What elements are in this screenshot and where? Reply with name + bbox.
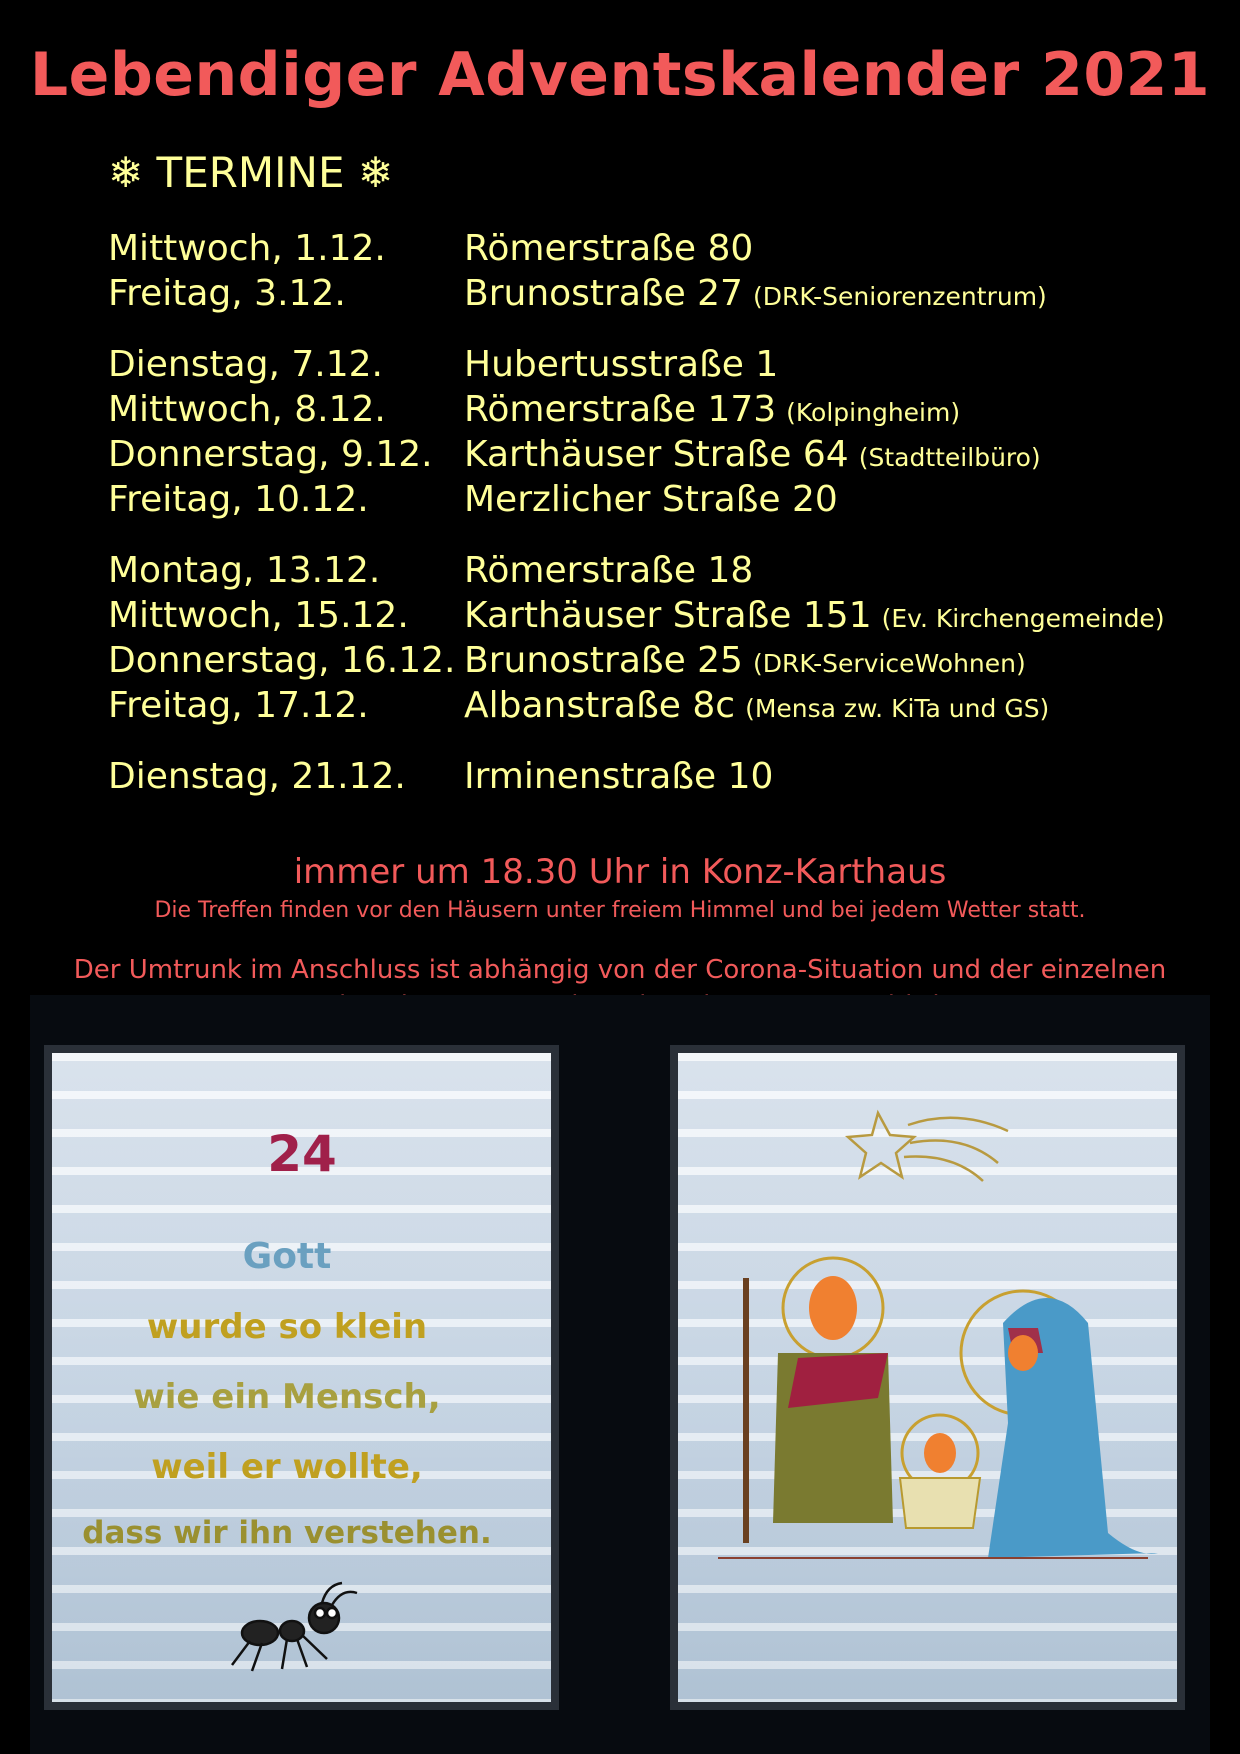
poem-line-1: Gott — [242, 1236, 332, 1277]
joseph-figure — [746, 1258, 893, 1543]
schedule-address: Irminenstraße 10 — [464, 756, 774, 797]
schedule-day: Freitag, 10.12. — [108, 479, 369, 520]
schedule-row — [108, 548, 1228, 593]
schedule-address: Karthäuser Straße 64 — [464, 434, 849, 475]
termine-heading: ❄ TERMINE ❄ — [108, 148, 394, 197]
poem-line-3: wie ein Mensch, — [133, 1377, 441, 1417]
schedule-row — [108, 432, 1228, 477]
schedule-address: Karthäuser Straße 151 — [464, 595, 872, 636]
schedule-address: Albanstraße 8c — [464, 685, 736, 726]
schedule-row — [108, 683, 1228, 728]
schedule-address: Hubertusstraße 1 — [464, 344, 779, 385]
schedule-row — [108, 387, 1228, 432]
left-window — [44, 1045, 559, 1710]
schedule-day: Mittwoch, 15.12. — [108, 595, 409, 636]
info-corona: Der Umtrunk im Anschluss ist abhängig von der Corona-Situation und der einzelnen — [73, 955, 1167, 985]
mary-figure — [961, 1291, 1158, 1558]
schedule-address-cell — [464, 432, 1228, 477]
schedule-note: (Ev. Kirchengemeinde) — [881, 604, 1165, 633]
schedule-address: Merzlicher Straße 20 — [464, 479, 838, 520]
schedule-list — [108, 226, 1228, 825]
info-weather: Die Treffen finden vor den Häusern unter freiem Himmel und bei jedem Wetter statt. — [154, 898, 1086, 923]
ant-drawing — [232, 1583, 357, 1671]
right-window — [670, 1045, 1185, 1710]
schedule-row — [108, 226, 1228, 271]
schedule-day: Freitag, 17.12. — [108, 685, 369, 726]
schedule-address-cell — [464, 387, 1228, 432]
schedule-group — [108, 226, 1228, 316]
schedule-note: (Stadtteilbüro) — [858, 443, 1041, 472]
schedule-row — [108, 477, 1228, 522]
schedule-address-cell — [464, 226, 1228, 271]
schedule-address: Römerstraße 80 — [464, 228, 754, 269]
schedule-address: Römerstraße 173 — [464, 389, 777, 430]
left-window-painting — [52, 1053, 551, 1702]
schedule-address-cell — [464, 593, 1228, 638]
page-title: Lebendiger Adventskalender 2021 — [29, 40, 1211, 110]
schedule-day: Mittwoch, 8.12. — [108, 389, 386, 430]
schedule-group — [108, 342, 1228, 522]
schedule-address-cell — [464, 477, 1228, 522]
window-photo — [30, 995, 1210, 1754]
schedule-day: Dienstag, 21.12. — [108, 756, 406, 797]
nativity-painting — [678, 1053, 1177, 1702]
schedule-address-cell — [464, 683, 1228, 728]
schedule-row — [108, 638, 1228, 683]
schedule-address: Brunostraße 27 — [464, 273, 743, 314]
schedule-note: (Kolpingheim) — [786, 398, 961, 427]
poem-line-4: weil er wollte, — [151, 1447, 423, 1487]
poem-line-5: dass wir ihn verstehen. — [82, 1515, 492, 1551]
schedule-row — [108, 593, 1228, 638]
schedule-day: Mittwoch, 1.12. — [108, 228, 386, 269]
schedule-row — [108, 271, 1228, 316]
schedule-group — [108, 548, 1228, 728]
schedule-day: Donnerstag, 9.12. — [108, 434, 433, 475]
schedule-address-cell — [464, 271, 1228, 316]
star-drawing — [848, 1113, 1008, 1181]
schedule-day: Donnerstag, 16.12. — [108, 640, 456, 681]
schedule-address-cell — [464, 342, 1228, 387]
schedule-note: (DRK-Seniorenzentrum) — [752, 282, 1047, 311]
schedule-address-cell — [464, 548, 1228, 593]
schedule-note: (DRK-ServiceWohnen) — [752, 649, 1026, 678]
schedule-day: Dienstag, 7.12. — [108, 344, 383, 385]
schedule-address-cell — [464, 638, 1228, 683]
schedule-address: Brunostraße 25 — [464, 640, 743, 681]
schedule-day: Montag, 13.12. — [108, 550, 381, 591]
child-figure — [900, 1415, 980, 1528]
schedule-note: (Mensa zw. KiTa und GS) — [745, 694, 1050, 723]
schedule-row — [108, 754, 1228, 799]
schedule-row — [108, 342, 1228, 387]
time-line: immer um 18.30 Uhr in Konz-Karthaus — [293, 852, 947, 892]
schedule-address: Römerstraße 18 — [464, 550, 754, 591]
schedule-day: Freitag, 3.12. — [108, 273, 346, 314]
poem-line-2: wurde so klein — [146, 1307, 428, 1347]
door-number: 24 — [267, 1125, 337, 1183]
schedule-address-cell — [464, 754, 1228, 799]
schedule-group — [108, 754, 1228, 799]
